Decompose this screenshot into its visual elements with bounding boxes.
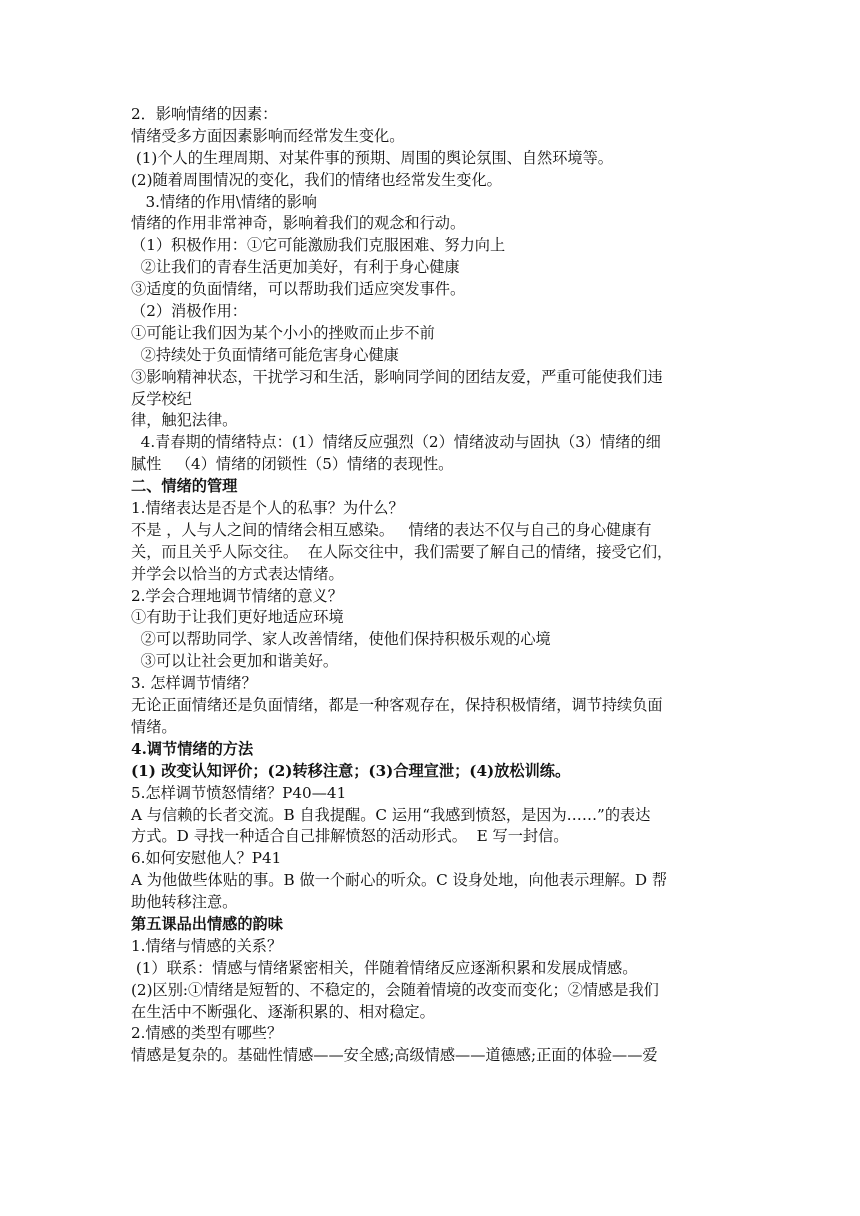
text-line: （1）积极作用：①它可能激励我们克服困难、努力向上 (131, 236, 506, 255)
text-line: (1）联系：情感与情绪紧密相关，伴随着情绪反应逐渐积累和发展成情感。 (131, 958, 638, 977)
text-line: 1.情绪与情感的关系？ (131, 936, 283, 955)
text-line: 无论正面情绪还是负面情绪，都是一种客观存在，保持积极情绪，调节持续负面 (131, 696, 663, 715)
text-line: 并学会以恰当的方式表达情绪。 (131, 564, 344, 583)
text-line: 2.情感的类型有哪些？ (131, 1024, 283, 1043)
section-heading: 第五课品出情感的韵味 (131, 914, 283, 933)
text-line: 在生活中不断强化、逐渐积累的、相对稳定。 (131, 1002, 435, 1021)
text-line: 情绪受多方面因素影响而经常发生变化。 (131, 126, 405, 145)
text-line: 情绪。 (131, 717, 177, 736)
text-line: 腻性 （4）情绪的闭锁性（5）情绪的表现性。 (131, 455, 454, 474)
text-line: ②持续处于负面情绪可能危害身心健康 (131, 345, 399, 364)
document-body (131, 104, 731, 1067)
text-line: 2．影响情绪的因素： (131, 105, 278, 123)
text-line: ③影响精神状态，干扰学习和生活，影响同学间的团结友爱，严重可能使我们违 (131, 367, 663, 386)
text-line: 2.学会合理地调节情绪的意义？ (131, 586, 343, 605)
text-line: (2)区别:①情绪是短暂的、不稳定的，会随着情境的改变而变化；②情感是我们 (131, 980, 659, 999)
text-line: (1)个人的生理周期、对某件事的预期、周围的舆论氛围、自然环境等。 (131, 148, 613, 167)
text-line: ②可以帮助同学、家人改善情绪，使他们保持积极乐观的心境 (131, 630, 551, 649)
text-line: ①有助于让我们更好地适应环境 (131, 608, 344, 627)
text-line: 关，而且关乎人际交往。 在人际交往中，我们需要了解自己的情绪，接受它们， (131, 542, 673, 561)
text-line: ①可能让我们因为某个小小的挫败而止步不前 (131, 323, 435, 342)
text-line: （2）消极作用： (131, 302, 247, 321)
section-heading: 二、情绪的管理 (131, 477, 238, 496)
text-line: 律，触犯法律。 (131, 411, 238, 430)
text-line: 5.怎样调节愤怒情绪？P40—41 (131, 783, 347, 802)
text-line: 3.情绪的作用\情绪的影响 (131, 192, 317, 211)
text-line: 反学校纪 (131, 389, 192, 408)
text-line: 情绪的作用非常神奇，影响着我们的观念和行动。 (131, 214, 466, 233)
section-heading: 4.调节情绪的方法 (131, 739, 254, 758)
text-line: 方式。D 寻找一种适合自己排解愤怒的活动形式。 E 写一封信。 (131, 827, 569, 846)
text-line: 不是 ，人与人之间的情绪会相互感染。 情绪的表达不仅与自己的身心健康有 (131, 520, 652, 539)
text-line: (2)随着周围情况的变化，我们的情绪也经常发生变化。 (131, 170, 502, 189)
text-line: 助他转移注意。 (131, 893, 238, 912)
text-line: A 与信赖的长者交流。B 自我提醒。C 运用“我感到愤怒，是因为……”的表达 (131, 805, 651, 824)
text-line: 3. 怎样调节情绪？ (131, 674, 257, 693)
text-line: ③适度的负面情绪，可以帮助我们适应突发事件。 (131, 280, 466, 299)
text-line: A 为他做些体贴的事。B 做一个耐心的听众。C 设身处地，向他表示理解。D 帮 (131, 871, 668, 890)
text-line: 6.如何安慰他人？P41 (131, 849, 282, 868)
text-line: 1.情绪表达是否是个人的私事？为什么？ (131, 499, 404, 518)
text-line: 4.青春期的情绪特点：(1）情绪反应强烈（2）情绪波动与固执（3）情绪的细 (131, 433, 661, 452)
section-heading: (1) 改变认知评价；(2)转移注意；(3)合理宣泄；(4)放松训练。 (131, 761, 571, 780)
text-line: ②让我们的青春生活更加美好，有利于身心健康 (131, 258, 460, 277)
text-line: 情感是复杂的。基础性情感——安全感;高级情感——道德感;正面的体验——爱 (131, 1046, 658, 1065)
text-line: ③可以让社会更加和谐美好。 (131, 652, 339, 671)
